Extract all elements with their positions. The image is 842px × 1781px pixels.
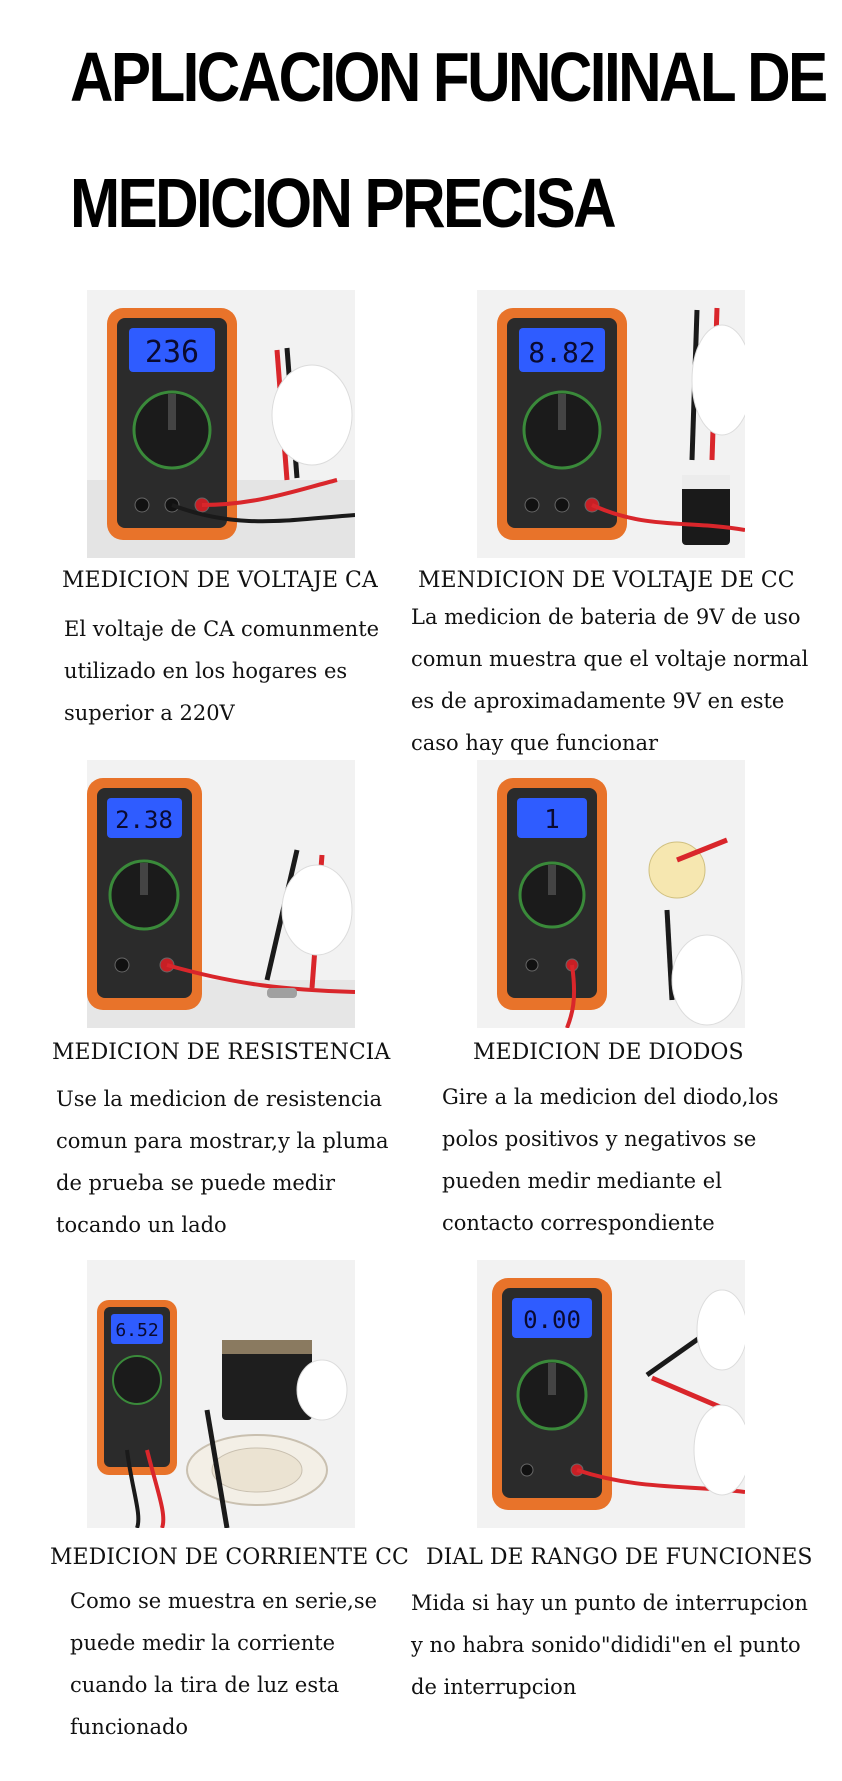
- caption-ac-voltage: MEDICION DE VOLTAJE CA: [62, 568, 378, 593]
- lcd-readout: 0.00: [523, 1306, 581, 1334]
- multimeter-photo-resistance: [87, 760, 355, 1028]
- multimeter-photo-diode: [477, 760, 745, 1028]
- description-dc-current: Como se muestra en serie,se puede medir la corriente cuando la tira de luz esta funcionado: [70, 1589, 378, 1739]
- description-diodes: Gire a la medicion del diodo,los polos positivos y negativos se pueden medir mediante el contacto correspondiente: [442, 1085, 779, 1235]
- page-title-line-2: MEDICION PRECISA: [70, 164, 615, 242]
- caption-diodes: MEDICION DE DIODOS: [473, 1040, 744, 1065]
- multimeter-photo-dc-current: [87, 1260, 355, 1528]
- description-ac-voltage: El voltaje de CA comunmente utilizado en los hogares es superior a 220V: [64, 617, 380, 725]
- lcd-readout: 8.82: [528, 336, 596, 369]
- description-resistance: Use la medicion de resistencia comun para mostrar,y la pluma de prueba se puede medir tocando un lado: [56, 1087, 389, 1237]
- description-dc-voltage: La medicion de bateria de 9V de uso comun muestra que el voltaje normal es de aproximadamente 9V en este caso hay que funcionar: [411, 605, 809, 755]
- caption-dc-current: MEDICION DE CORRIENTE CC: [50, 1545, 409, 1570]
- multimeter-photo-ac-voltage: [87, 290, 355, 558]
- lcd-readout: 1: [544, 805, 560, 835]
- lcd-readout: 6.52: [115, 1320, 159, 1341]
- description-function-dial: Mida si hay un punto de interrupcion y no habra sonido"dididi"en el punto de interrupcion: [411, 1591, 808, 1699]
- caption-dc-voltage: MENDICION DE VOLTAJE DE CC: [418, 568, 795, 593]
- multimeter-photo-function-dial: [477, 1260, 745, 1528]
- caption-function-dial: DIAL DE RANGO DE FUNCIONES: [426, 1545, 813, 1570]
- caption-resistance: MEDICION DE RESISTENCIA: [52, 1040, 391, 1065]
- page-title-line-1: APLICACION FUNCIINAL DE: [70, 38, 826, 116]
- lcd-readout: 2.38: [115, 806, 173, 834]
- multimeter-photo-dc-voltage: [477, 290, 745, 558]
- lcd-readout: 236: [144, 335, 200, 370]
